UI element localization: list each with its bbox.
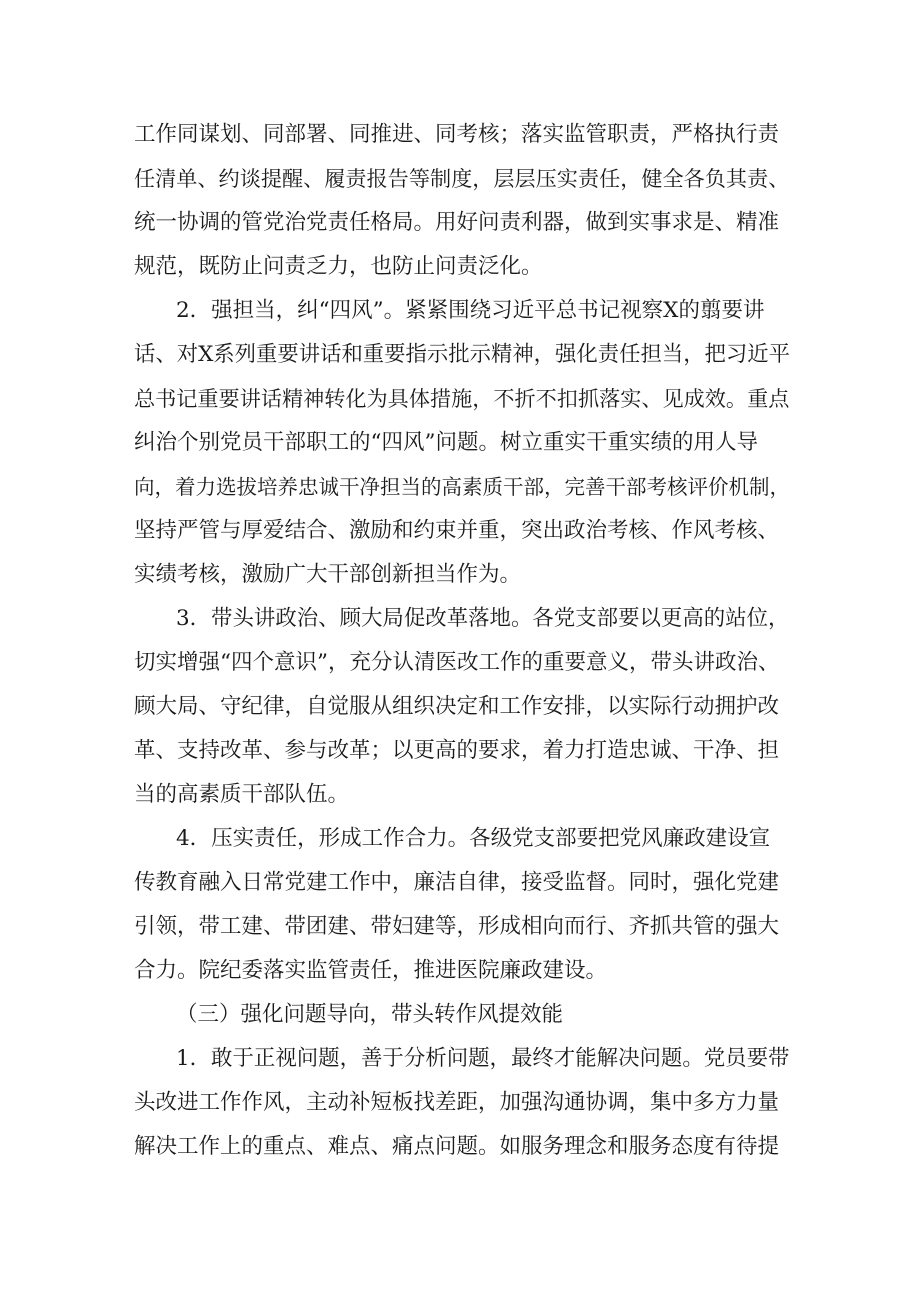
- text-line: 切实增强“四个意识”，充分认清医改工作的重要意义，带头讲政治、: [134, 650, 780, 675]
- text-line: 4．压实责任，形成工作合力。各级党支部要把党风廉政建设宣: [176, 826, 771, 851]
- text-line: 合力。院纪委落实监管责任，推进医院廉政建设。: [134, 958, 608, 983]
- text-line: 统一协调的管党治党责任格局。用好问责利器，做到实事求是、精准: [134, 210, 780, 235]
- text-line: 解决工作上的重点、难点、痛点问题。如服务理念和服务态度有待提: [134, 1134, 780, 1159]
- text-line: 当的高素质干部队伍。: [134, 782, 350, 807]
- text-line: 3．带头讲政治、顾大局促改革落地。各党支部要以更高的站位，: [176, 606, 790, 631]
- text-line: 规范，既防止问责乏力，也防止问责泛化。: [134, 254, 543, 279]
- text-line: 革、支持改革、参与改革；以更高的要求，着力打造忠诚、干净、担: [134, 738, 780, 763]
- text-line: 任清单、约谈提醒、履责报告等制度，层层压实责任，健全各负其责、: [134, 166, 790, 191]
- text-line: 话、对X系列重要讲话和重要指示批示精神，强化责任担当，把习近平: [134, 342, 790, 367]
- text-line: 实绩考核，激励广大干部创新担当作为。: [134, 562, 522, 587]
- section-heading-text: （三）强化问题导向，带头转作风提效能: [176, 1002, 564, 1027]
- text-line: 向，着力选拔培养忠诚干净担当的高素质干部，完善干部考核评价机制，: [134, 475, 790, 499]
- text-line: 1．敢于正视问题，善于分析问题，最终才能解决问题。党员要带: [176, 1046, 790, 1071]
- text-line: 纠治个别党员干部职工的“四风”问题。树立重实干重实绩的用人导: [134, 430, 758, 455]
- text-line: 引领，带工建、带团建、带妇建等，形成相向而行、齐抓共管的强大: [134, 914, 780, 939]
- text-line: 顾大局、守纪律，自觉服从组织决定和工作安排，以实际行动拥护改: [134, 694, 780, 719]
- text-line: 总书记重要讲话精神转化为具体措施，不折不扣抓落实、见成效。重点: [134, 386, 790, 411]
- text-line: 工作同谋划、同部署、同推进、同考核；落实监管职责，严格执行责: [134, 122, 780, 147]
- text-line: 坚持严管与厚爱结合、激励和约束并重，突出政治考核、作风考核、: [134, 518, 780, 543]
- text-line: 2．强担当，纠“四风”。紧紧围绕习近平总书记视察X的翦要讲: [176, 298, 765, 323]
- text-line: 头改进工作作风，主动补短板找差距，加强沟通协调，集中多方力量: [134, 1090, 780, 1115]
- text-line: 传教育融入日常党建工作中，廉洁自律，接受监督。同时，强化党建: [134, 870, 780, 895]
